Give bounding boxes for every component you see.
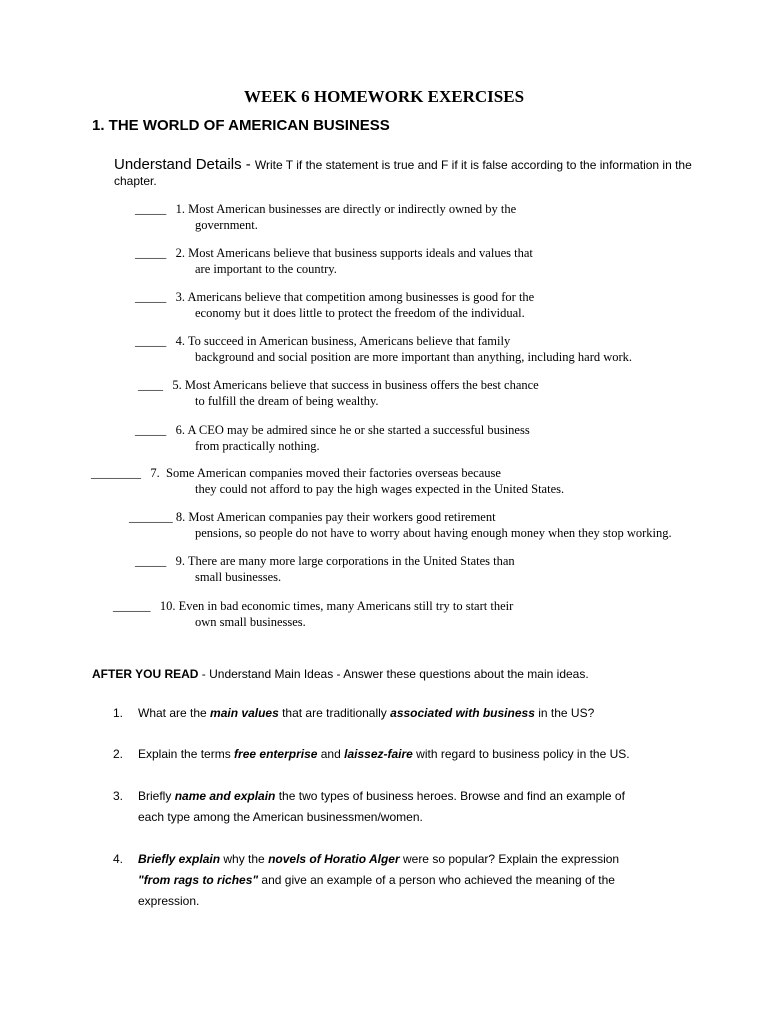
after-you-read-label: AFTER YOU READ [92, 667, 199, 681]
answer-blank[interactable]: _____ [135, 334, 167, 348]
answer-blank[interactable]: ________ [91, 466, 141, 480]
answer-blank[interactable]: _______ [129, 510, 173, 524]
instructions-text-continued: chapter. [114, 174, 157, 188]
statement-item: _____ 4. To succeed in American business, Americans believe that family background and social position are more important than anything, including hard work. [135, 334, 633, 364]
answer-blank[interactable]: ______ [113, 599, 151, 613]
instructions-text: Write T if the statement is true and F if it is false according to the information in the [254, 158, 692, 172]
after-you-read-instructions: AFTER YOU READ - Understand Main Ideas - Answer these questions about the main ideas. [92, 667, 589, 681]
statement-item: _______ 8. Most American companies pay their workers good retirement pensions, so people do not have to worry about having enough money when they stop working. [129, 510, 672, 540]
statement-item: ____ 5. Most Americans believe that success in business offers the best chance to fulfill the dream of being wealthy. [138, 378, 539, 408]
statement-item: _____ 2. Most Americans believe that business supports ideals and values that are important to the country. [135, 246, 533, 276]
statement-item: ________ 7. Some American companies moved their factories overseas because they could not afford to pay the high wages expected in the United States. [91, 466, 565, 496]
page-title: WEEK 6 HOMEWORK EXERCISES [243, 87, 525, 106]
statement-item: _____ 1. Most American businesses are directly or indirectly owned by the government. [135, 202, 517, 232]
answer-blank[interactable]: _____ [135, 246, 167, 260]
answer-blank[interactable]: _____ [135, 202, 167, 216]
understand-details-instructions [114, 156, 692, 173]
answer-blank[interactable]: _____ [135, 554, 167, 568]
statement-item: _____ 9. There are many more large corporations in the United States than small businesses. [135, 554, 515, 584]
understand-details-label: Understand Details - [114, 156, 255, 173]
statement-item: _____ 6. A CEO may be admired since he or she started a successful business from practically nothing. [135, 423, 530, 453]
section-heading: 1. THE WORLD OF AMERICAN BUSINESS [92, 117, 390, 134]
answer-blank[interactable]: ____ [138, 378, 163, 392]
answer-blank[interactable]: _____ [135, 290, 167, 304]
statement-item: ______ 10. Even in bad economic times, many Americans still try to start their own small businesses. [113, 599, 514, 629]
statement-item: _____ 3. Americans believe that competition among businesses is good for the economy but it does little to protect the freedom of the individual. [135, 290, 535, 320]
answer-blank[interactable]: _____ [135, 423, 167, 437]
